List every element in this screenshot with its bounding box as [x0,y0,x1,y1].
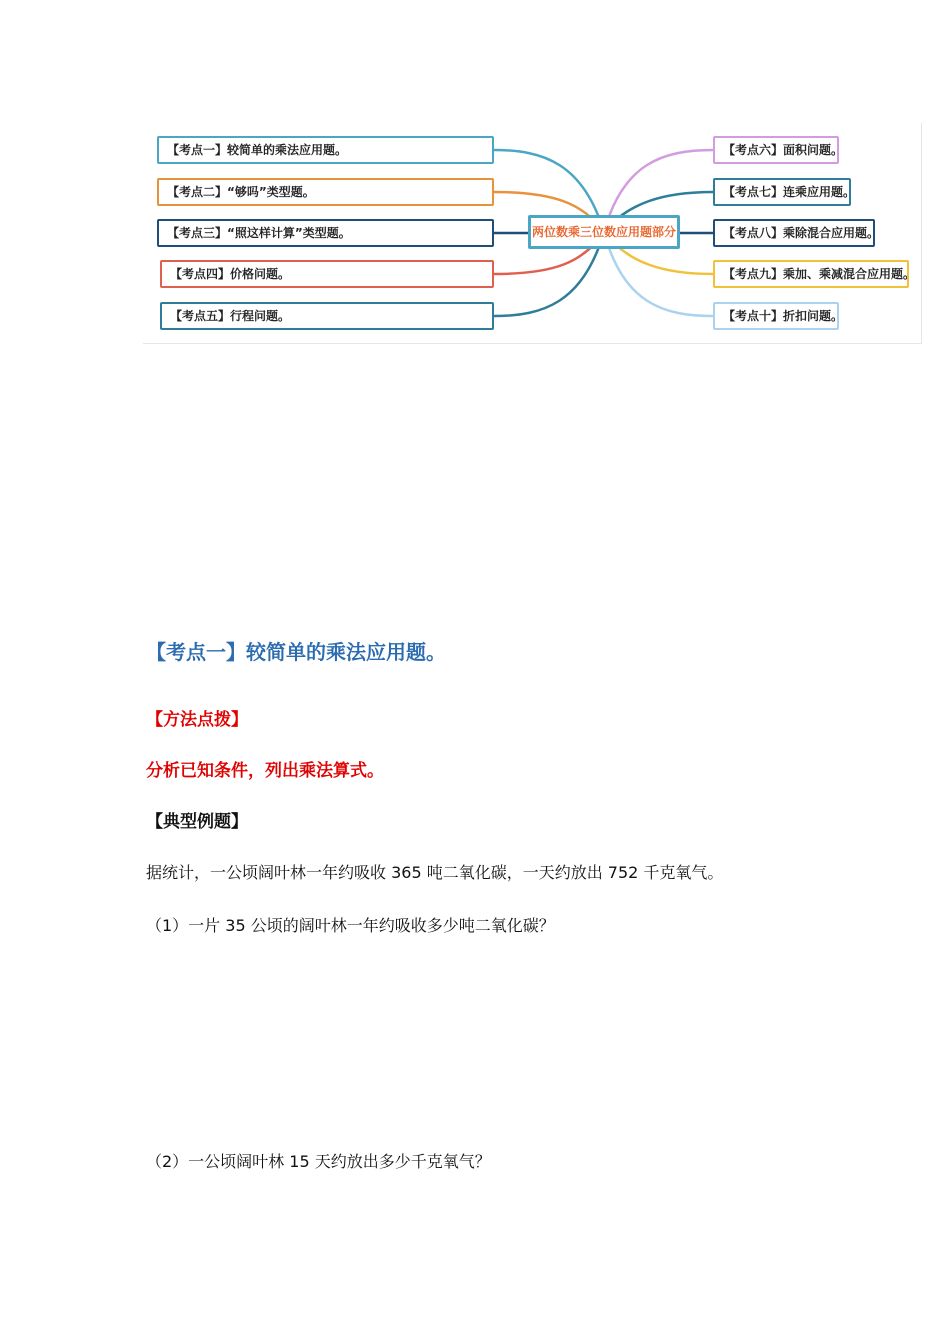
question-2: （2）一公顷阔叶林 15 天约放出多少千克氧气？ [146,1152,491,1171]
method-text: 分析已知条件，列出乘法算式。 [146,761,384,781]
mindmap-node-kaodian-4: 【考点四】价格问题。 [160,260,494,288]
mindmap-node-kaodian-9: 【考点九】乘加、乘减混合应用题。 [713,260,909,288]
mindmap-node-kaodian-10: 【考点十】折扣问题。 [713,302,839,330]
mindmap-node-kaodian-1: 【考点一】较简单的乘法应用题。 [157,136,494,164]
problem-intro: 据统计，一公顷阔叶林一年约吸收 365 吨二氧化碳，一天约放出 752 千克氧气。 [146,863,724,882]
question-1: （1）一片 35 公顷的阔叶林一年约吸收多少吨二氧化碳？ [146,916,555,935]
mindmap-node-kaodian-6: 【考点六】面积问题。 [713,136,839,164]
method-label: 【方法点拨】 [146,710,248,730]
mindmap-node-kaodian-3: 【考点三】“照这样计算”类型题。 [157,219,494,247]
mindmap-node-kaodian-7: 【考点七】连乘应用题。 [713,178,851,206]
mindmap-node-kaodian-2: 【考点二】“够吗”类型题。 [157,178,494,206]
mindmap-center-node: 两位数乘三位数应用题部分 [528,215,680,249]
example-label: 【典型例题】 [146,812,248,832]
mindmap-node-kaodian-8: 【考点八】乘除混合应用题。 [713,219,875,247]
mindmap [143,123,922,344]
mindmap-node-kaodian-5: 【考点五】行程问题。 [160,302,494,330]
section-heading: 【考点一】较简单的乘法应用题。 [146,640,446,664]
